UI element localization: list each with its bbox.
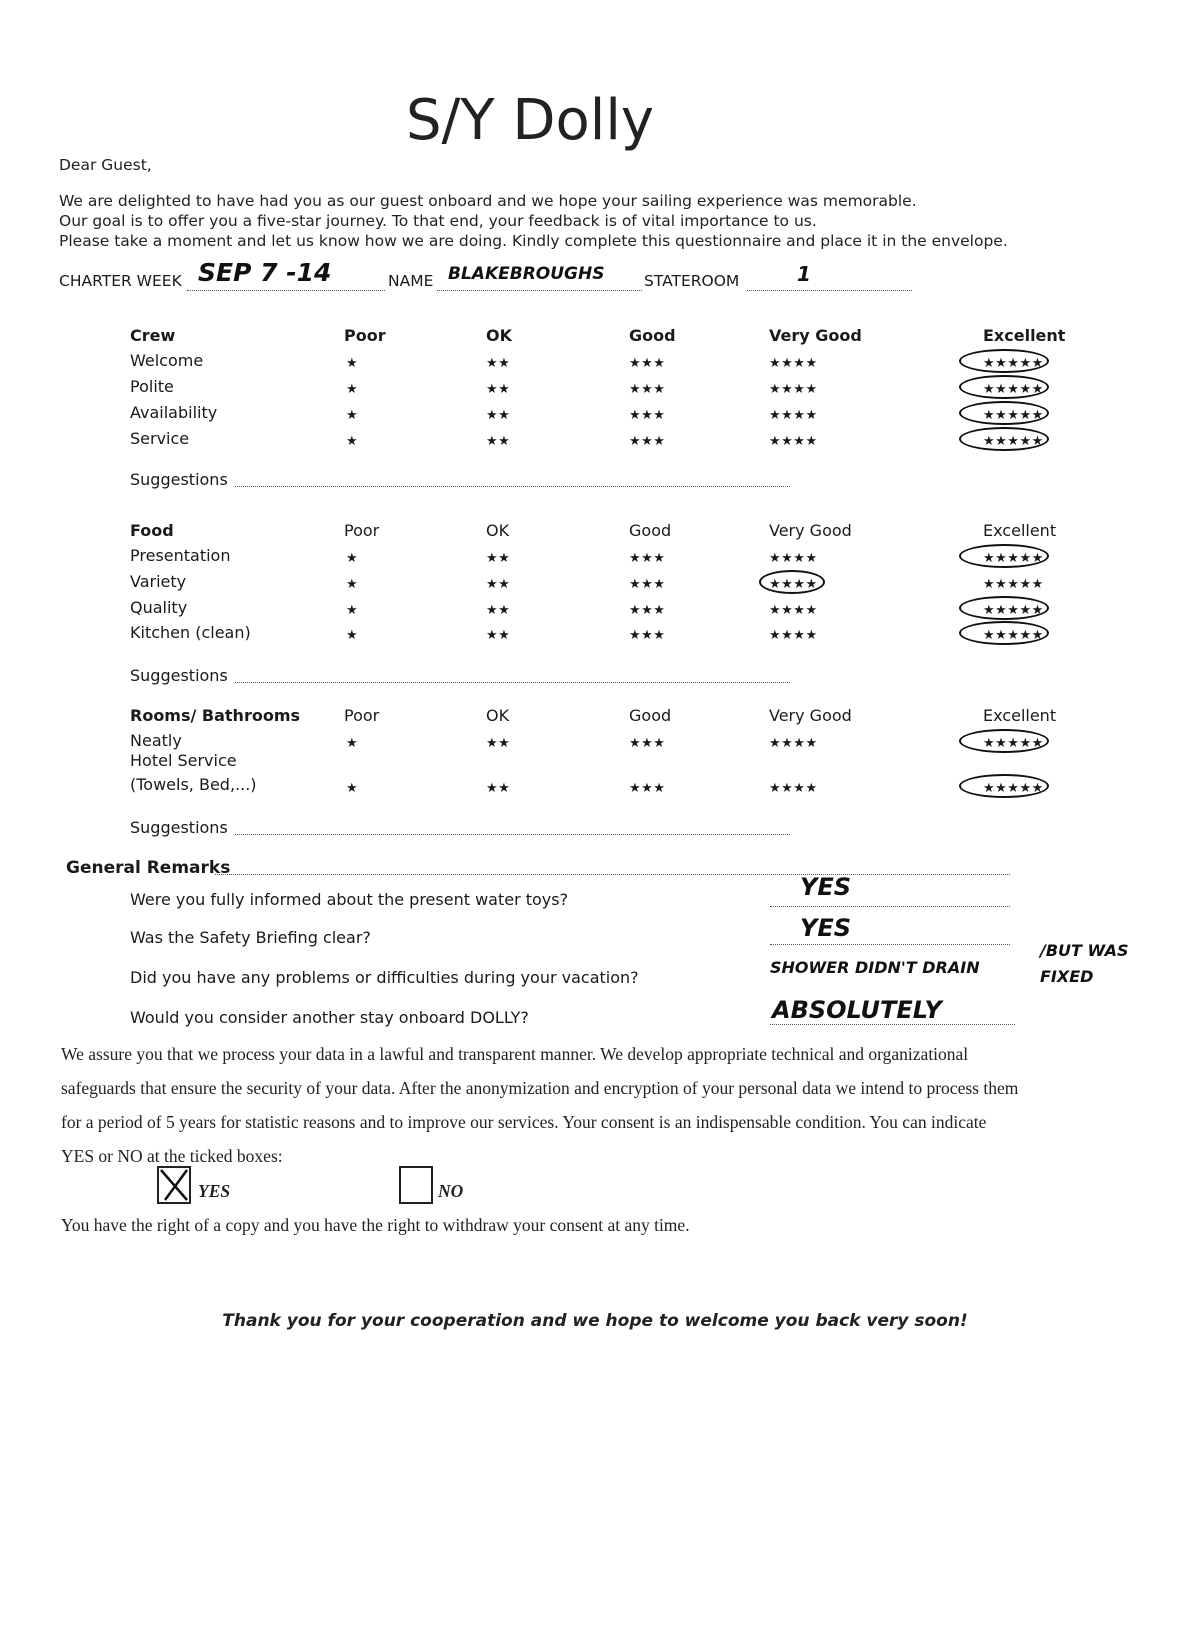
check-mark-icon [159, 1168, 189, 1202]
selection-circle [759, 570, 825, 594]
star-rating-poor[interactable]: ★ [346, 780, 359, 795]
suggestions-line[interactable] [235, 834, 790, 835]
suggestions-line[interactable] [235, 486, 790, 487]
star-rating-good[interactable]: ★★★ [629, 550, 666, 565]
selection-circle [959, 349, 1049, 373]
col-good: Good [629, 326, 676, 345]
star-rating-ok[interactable]: ★★ [486, 550, 511, 565]
star-rating-excellent[interactable]: ★★★★★ [983, 355, 1044, 370]
suggestions-label: Suggestions [130, 818, 228, 837]
row-label: Service [130, 429, 190, 448]
consent-line-2: safeguards that ensure the security of your data. After the anonymization and encryption of your personal data we intend to process them [61, 1078, 1019, 1098]
selection-circle [959, 774, 1049, 798]
col-ok: OK [486, 521, 510, 540]
row-label: Hotel Service [130, 751, 237, 770]
answer-line [770, 906, 1010, 907]
star-rating-very-good[interactable]: ★★★★ [769, 735, 818, 750]
star-rating-poor[interactable]: ★ [346, 627, 359, 642]
answer-safety-briefing[interactable]: YES [800, 914, 852, 942]
star-rating-ok[interactable]: ★★ [486, 407, 511, 422]
col-very-good: Very Good [769, 706, 852, 725]
star-rating-good[interactable]: ★★★ [629, 381, 666, 396]
consent-line-4: YES or NO at the ticked boxes: [61, 1146, 283, 1166]
section-title: Food [130, 521, 174, 540]
row-label: Polite [130, 377, 174, 396]
star-rating-ok[interactable]: ★★ [486, 602, 511, 617]
star-rating-poor[interactable]: ★ [346, 407, 359, 422]
row-label: Variety [130, 572, 187, 591]
consent-withdraw: You have the right of a copy and you have the right to withdraw your consent at any time. [61, 1215, 690, 1235]
consent-yes-checkbox[interactable] [157, 1166, 191, 1204]
thank-you-message: Thank you for your cooperation and we hope to welcome you back very soon! [222, 1311, 968, 1331]
star-rating-very-good[interactable]: ★★★★ [769, 355, 818, 370]
col-good: Good [629, 521, 672, 540]
name-label: NAME [388, 272, 434, 290]
star-rating-excellent[interactable]: ★★★★★ [983, 735, 1044, 750]
star-rating-excellent[interactable]: ★★★★★ [983, 433, 1044, 448]
suggestions-line[interactable] [235, 682, 790, 683]
question-stay-again: Would you consider another stay onboard DOLLY? [130, 1008, 529, 1027]
row-label-continued: (Towels, Bed,...) [130, 775, 257, 794]
star-rating-poor[interactable]: ★ [346, 602, 359, 617]
consent-line-1: We assure you that we process your data in a lawful and transparent manner. We develop appropriate technical and organizational [61, 1044, 969, 1064]
col-poor: Poor [344, 521, 380, 540]
intro-line-1: We are delighted to have had you as our guest onboard and we hope your sailing experience was memorable. [59, 192, 917, 210]
star-rating-excellent[interactable]: ★★★★★ [983, 550, 1044, 565]
star-rating-good[interactable]: ★★★ [629, 433, 666, 448]
consent-line-3: for a period of 5 years for statistic reasons and to improve our services. Your consent is an indispensable condition. You can indicate [61, 1112, 987, 1132]
charter-week-label: CHARTER WEEK [59, 272, 182, 290]
answer-line [770, 1024, 1015, 1025]
star-rating-very-good[interactable]: ★★★★ [769, 576, 818, 591]
general-remarks-label: General Remarks [66, 858, 231, 878]
star-rating-very-good[interactable]: ★★★★ [769, 407, 818, 422]
star-rating-excellent[interactable]: ★★★★★ [983, 602, 1044, 617]
col-poor: Poor [344, 326, 386, 345]
question-problems: Did you have any problems or difficulties during your vacation? [130, 968, 639, 987]
intro-line-3: Please take a moment and let us know how we are doing. Kindly complete this questionnaire and place it in the envelope. [59, 232, 1008, 250]
intro-line-2: Our goal is to offer you a five-star journey. To that end, your feedback is of vital importance to us. [59, 212, 817, 230]
row-label: Neatly [130, 731, 182, 750]
selection-circle [959, 621, 1049, 645]
star-rating-poor[interactable]: ★ [346, 381, 359, 396]
col-very-good: Very Good [769, 326, 862, 345]
star-rating-good[interactable]: ★★★ [629, 780, 666, 795]
question-safety-briefing: Was the Safety Briefing clear? [130, 928, 371, 947]
star-rating-very-good[interactable]: ★★★★ [769, 780, 818, 795]
star-rating-ok[interactable]: ★★ [486, 355, 511, 370]
col-ok: OK [486, 706, 510, 725]
star-rating-very-good[interactable]: ★★★★ [769, 550, 818, 565]
col-excellent: Excellent [983, 706, 1057, 725]
answer-water-toys[interactable]: YES [800, 873, 852, 901]
star-rating-ok[interactable]: ★★ [486, 780, 511, 795]
charter-week-line [187, 290, 385, 291]
row-label: Presentation [130, 546, 231, 565]
selection-circle [959, 375, 1049, 399]
row-label: Availability [130, 403, 218, 422]
selection-circle [959, 427, 1049, 451]
star-rating-ok[interactable]: ★★ [486, 627, 511, 642]
section-title: Rooms/ Bathrooms [130, 706, 301, 725]
answer-problems[interactable]: SHOWER DIDN'T DRAIN [770, 958, 980, 977]
name-value[interactable]: BLAKEBROUGHS [448, 264, 605, 284]
star-rating-poor[interactable]: ★ [346, 433, 359, 448]
col-poor: Poor [344, 706, 380, 725]
document-title: S/Y Dolly [405, 88, 655, 153]
section-title: Crew [130, 326, 176, 345]
col-ok: OK [486, 326, 512, 345]
suggestions-label: Suggestions [130, 666, 228, 685]
col-excellent: Excellent [983, 326, 1066, 345]
star-rating-good[interactable]: ★★★ [629, 602, 666, 617]
answer-line [770, 944, 1010, 945]
selection-circle [959, 544, 1049, 568]
star-rating-excellent[interactable]: ★★★★★ [983, 780, 1044, 795]
selection-circle [959, 729, 1049, 753]
star-rating-good[interactable]: ★★★ [629, 576, 666, 591]
col-good: Good [629, 706, 672, 725]
consent-no-label: NO [438, 1181, 464, 1201]
col-very-good: Very Good [769, 521, 852, 540]
general-remarks-line[interactable] [215, 874, 1010, 875]
star-rating-good[interactable]: ★★★ [629, 735, 666, 750]
answer-problems-followup[interactable]: /BUT WAS FIXED [1040, 941, 1129, 986]
question-water-toys: Were you fully informed about the present water toys? [130, 890, 569, 909]
consent-yes-label: YES [198, 1181, 231, 1201]
star-rating-excellent[interactable]: ★★★★★ [983, 407, 1044, 422]
answer-stay-again[interactable]: ABSOLUTELY [772, 996, 942, 1024]
row-label: Kitchen (clean) [130, 623, 251, 642]
star-rating-good[interactable]: ★★★ [629, 355, 666, 370]
star-rating-very-good[interactable]: ★★★★ [769, 627, 818, 642]
star-rating-very-good[interactable]: ★★★★ [769, 602, 818, 617]
stateroom-value[interactable]: 1 [797, 262, 811, 286]
charter-week-value[interactable]: SEP 7 -14 [198, 258, 332, 287]
star-rating-ok[interactable]: ★★ [486, 381, 511, 396]
greeting: Dear Guest, [59, 156, 152, 174]
name-line [437, 290, 642, 291]
star-rating-very-good[interactable]: ★★★★ [769, 381, 818, 396]
star-rating-good[interactable]: ★★★ [629, 627, 666, 642]
star-rating-ok[interactable]: ★★ [486, 735, 511, 750]
stateroom-line [747, 290, 912, 291]
stateroom-label: STATEROOM [644, 272, 740, 290]
star-rating-very-good[interactable]: ★★★★ [769, 433, 818, 448]
star-rating-excellent[interactable]: ★★★★★ [983, 576, 1044, 591]
consent-no-checkbox[interactable] [399, 1166, 433, 1204]
row-label: Quality [130, 598, 188, 617]
col-excellent: Excellent [983, 521, 1057, 540]
star-rating-ok[interactable]: ★★ [486, 576, 511, 591]
suggestions-label: Suggestions [130, 470, 228, 489]
star-rating-poor[interactable]: ★ [346, 735, 359, 750]
star-rating-poor[interactable]: ★ [346, 576, 359, 591]
row-label: Welcome [130, 351, 204, 370]
star-rating-poor[interactable]: ★ [346, 355, 359, 370]
star-rating-excellent[interactable]: ★★★★★ [983, 627, 1044, 642]
star-rating-excellent[interactable]: ★★★★★ [983, 381, 1044, 396]
star-rating-ok[interactable]: ★★ [486, 433, 511, 448]
selection-circle [959, 401, 1049, 425]
selection-circle [959, 596, 1049, 620]
star-rating-good[interactable]: ★★★ [629, 407, 666, 422]
star-rating-poor[interactable]: ★ [346, 550, 359, 565]
